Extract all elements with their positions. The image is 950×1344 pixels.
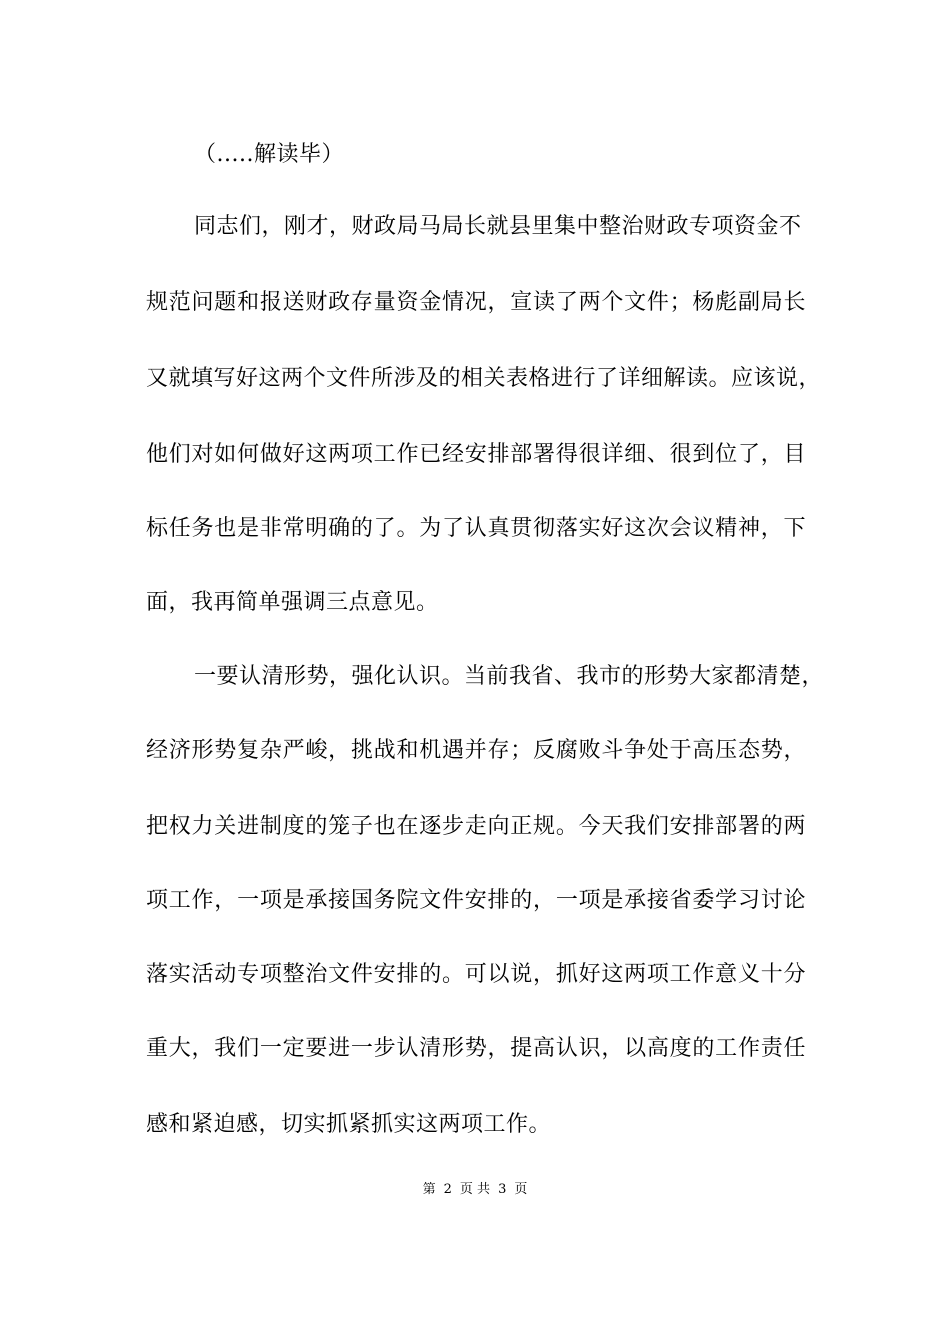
footer-current-page: 2 — [443, 1182, 452, 1197]
footer-prefix: 第 — [422, 1182, 436, 1197]
footer-total-pages: 3 — [498, 1182, 507, 1197]
paragraph-2-line-5: 落实活动专项整治文件安排的。可以说，抓好这两项工作意义十分 — [146, 962, 806, 987]
paragraph-1-line-4: 他们对如何做好这两项工作已经安排部署得很详细、很到位了，目 — [146, 442, 806, 467]
paragraph-2-line-3: 把权力关进制度的笼子也在逐步走向正规。今天我们安排部署的两 — [146, 814, 806, 839]
paragraph-1-line-6: 面，我再简单强调三点意见。 — [146, 590, 439, 615]
paragraph-1-line-5: 标任务也是非常明确的了。为了认真贯彻落实好这次会议精神，下 — [146, 516, 806, 541]
paragraph-2-line-6: 重大，我们一定要进一步认清形势，提高认识，以高度的工作责任 — [146, 1036, 806, 1061]
paragraph-2-line-4: 项工作，一项是承接国务院文件安排的，一项是承接省委学习讨论 — [146, 888, 806, 913]
paragraph-1-line-1: 同志们，刚才，财政局马局长就县里集中整治财政专项资金不 — [194, 214, 802, 239]
footer-suffix: 页 — [514, 1182, 528, 1197]
reading-end-note: （.....解读毕） — [194, 142, 344, 167]
paragraph-2-line-2: 经济形势复杂严峻，挑战和机遇并存；反腐败斗争处于高压态势， — [146, 738, 806, 763]
footer-middle: 页 共 — [459, 1182, 491, 1197]
page-footer — [0, 1181, 950, 1199]
paragraph-1-line-3: 又就填写好这两个文件所涉及的相关表格进行了详细解读。应该说， — [146, 366, 822, 391]
paragraph-2-line-7: 感和紧迫感，切实抓紧抓实这两项工作。 — [146, 1112, 552, 1137]
paragraph-2-line-1: 一要认清形势，强化认识。当前我省、我市的形势大家都清楚， — [194, 664, 825, 689]
paragraph-1-line-2: 规范问题和报送财政存量资金情况，宣读了两个文件；杨彪副局长 — [146, 290, 806, 315]
